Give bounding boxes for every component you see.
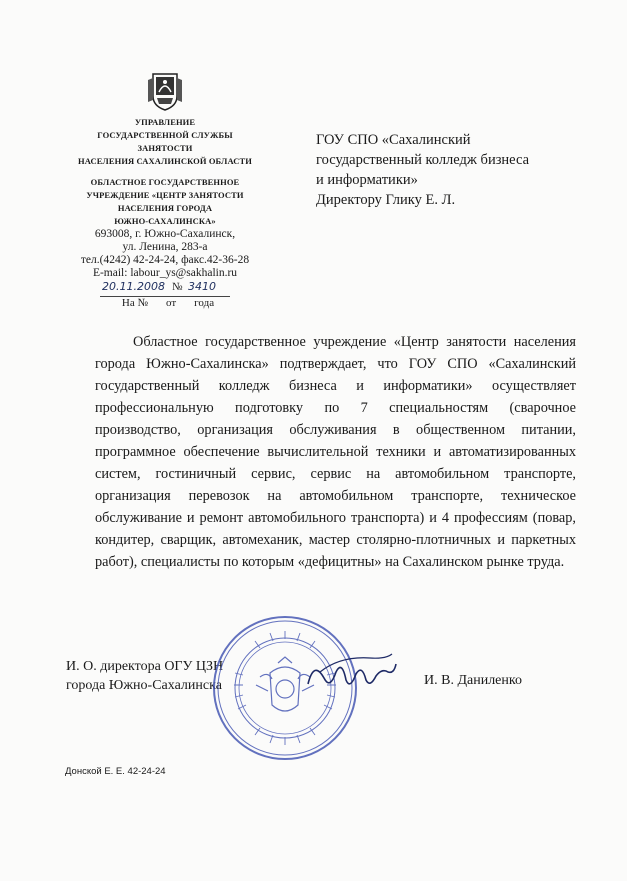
agency-header-line: НАСЕЛЕНИЯ САХАЛИНСКОЙ ОБЛАСТИ [77,156,253,166]
ref-label: от [166,297,177,309]
recipient-line: ГОУ СПО «Сахалинский [316,132,471,148]
sender-block [70,70,260,310]
address-line: 693008, г. Южно-Сахалинск, [94,228,236,240]
phone-line: тел.(4242) 42-24-24, факс.42-36-28 [80,254,250,266]
outgoing-number: 3410 [188,280,216,293]
recipient-block [316,130,576,210]
incoming-reference [70,297,260,310]
outgoing-date: 20.11.2008 [102,280,165,293]
coat-of-arms-icon [145,70,185,112]
address-line: ул. Ленина, 283-а [122,241,208,253]
ref-label: На № [121,297,148,309]
recipient-line: Директору Глику Е. Л. [316,192,456,208]
organization-line: УЧРЕЖДЕНИЕ «ЦЕНТР ЗАНЯТОСТИ [86,190,244,200]
organization-name [70,176,260,228]
email-line: E-mail: labour_ys@sakhalin.ru [92,267,238,279]
handwritten-signature [300,650,400,700]
position-line: города Южно-Сахалинска [66,678,222,693]
letter-body: Областное государственное учреждение «Центр занятости населения города Южно-Сахалинска» подтверждает, что ГОУ СПО «Сахалинский государственный колледж бизнеса и информатики» осуществляет профессиональную подготовку по 7 специальностям (сварочное производство, организация обслуживания в общественном питании, программное обеспечение вычислительной техники и автоматизированных систем, гостиничный сервис, сервис на автомобильном транспорте, организация перевозок на автомобильном транспорте, техническое обслуживание и ремонт автомобильного транспорта) и 4 профессиям (повар, кондитер, сварщик, автомеханик, мастер столярно-плотничных и паркетных работ), специалисты по которым «дефицитны» на Сахалинском рынке труда. [95,334,576,570]
executor-contact: Донской Е. Е. 42-24-24 [65,766,166,777]
sender-address [70,228,260,280]
agency-header-line: УПРАВЛЕНИЕ [134,117,196,127]
ref-label: года [194,297,215,309]
agency-header [70,116,260,168]
organization-line: ОБЛАСТНОЕ ГОСУДАРСТВЕННОЕ [90,177,240,187]
recipient-line: и информатики» [316,172,418,188]
agency-header-line: ГОСУДАРСТВЕННОЙ СЛУЖБЫ ЗАНЯТОСТИ [97,130,233,153]
recipient-line: государственный колледж бизнеса [316,152,530,168]
position-line: И. О. директора ОГУ ЦЗН [66,659,224,674]
signatory-name: И. В. Даниленко [424,673,522,688]
organization-line: НАСЕЛЕНИЯ ГОРОДА [117,203,213,213]
number-symbol: № [172,281,183,293]
outgoing-reference [100,282,230,297]
signatory-position [66,657,223,695]
organization-line: ЮЖНО-САХАЛИНСКА» [114,216,216,226]
